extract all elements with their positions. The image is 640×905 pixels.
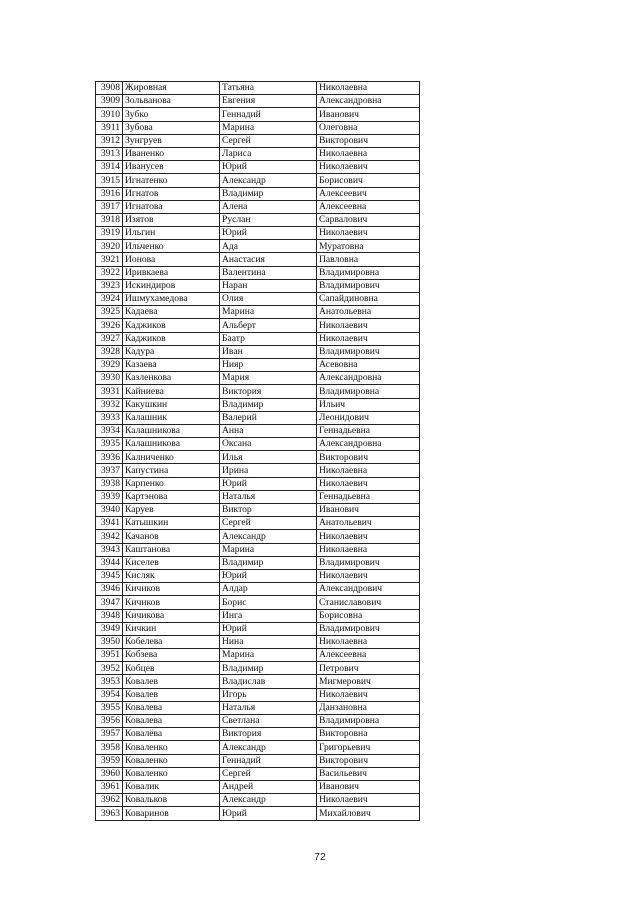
table-row [96, 279, 420, 292]
patronymic-cell: Алексеевна [317, 649, 420, 662]
surname-cell: Игнатенко [123, 174, 220, 187]
surname-cell: Коваленко [123, 741, 220, 754]
row-number-cell: 3910 [96, 108, 123, 121]
patronymic-cell: Сарвалович [317, 213, 420, 226]
row-number-cell: 3961 [96, 780, 123, 793]
row-number-cell: 3960 [96, 767, 123, 780]
surname-cell: Коваринов [123, 807, 220, 820]
row-number-cell: 3926 [96, 319, 123, 332]
table-row [96, 332, 420, 345]
first-name-cell: Марина [220, 121, 317, 134]
surname-cell: Иванусев [123, 161, 220, 174]
surname-cell: Кичиков [123, 583, 220, 596]
row-number-cell: 3940 [96, 504, 123, 517]
first-name-cell: Олия [220, 293, 317, 306]
patronymic-cell: Владимировна [317, 385, 420, 398]
row-number-cell: 3949 [96, 622, 123, 635]
table-row [96, 187, 420, 200]
first-name-cell: Баатр [220, 332, 317, 345]
row-number-cell: 3908 [96, 82, 123, 95]
table-row [96, 424, 420, 437]
table-row [96, 411, 420, 424]
surname-cell: Кобзева [123, 649, 220, 662]
patronymic-cell: Николаевич [317, 530, 420, 543]
surname-cell: Искиндиров [123, 279, 220, 292]
patronymic-cell: Николаевич [317, 794, 420, 807]
surname-cell: Кичикова [123, 609, 220, 622]
table-row [96, 121, 420, 134]
surname-cell: Каштанова [123, 543, 220, 556]
patronymic-cell: Иванович [317, 504, 420, 517]
row-number-cell: 3963 [96, 807, 123, 820]
row-number-cell: 3953 [96, 675, 123, 688]
surname-cell: Калашникова [123, 438, 220, 451]
surname-cell: Ковалёва [123, 728, 220, 741]
table-row [96, 596, 420, 609]
row-number-cell: 3950 [96, 635, 123, 648]
surname-cell: Какушкин [123, 398, 220, 411]
first-name-cell: Светлана [220, 715, 317, 728]
table-row [96, 569, 420, 582]
patronymic-cell: Олеговна [317, 121, 420, 134]
patronymic-cell: Николаевна [317, 147, 420, 160]
row-number-cell: 3916 [96, 187, 123, 200]
patronymic-cell: Владимирович [317, 556, 420, 569]
table-row [96, 794, 420, 807]
first-name-cell: Юрий [220, 227, 317, 240]
patronymic-cell: Алексеевич [317, 187, 420, 200]
row-number-cell: 3918 [96, 213, 123, 226]
first-name-cell: Александр [220, 174, 317, 187]
first-name-cell: Анастасия [220, 253, 317, 266]
patronymic-cell: Александрович [317, 583, 420, 596]
first-name-cell: Руслан [220, 213, 317, 226]
table-row [96, 649, 420, 662]
surname-cell: Ковалик [123, 780, 220, 793]
first-name-cell: Ирина [220, 464, 317, 477]
surname-cell: Игнатова [123, 200, 220, 213]
surname-cell: Ковалев [123, 688, 220, 701]
patronymic-cell: Данзановна [317, 701, 420, 714]
patronymic-cell: Николаевна [317, 464, 420, 477]
row-number-cell: 3936 [96, 451, 123, 464]
patronymic-cell: Григорьевич [317, 741, 420, 754]
surname-cell: Карпенко [123, 477, 220, 490]
table-row [96, 530, 420, 543]
table-row [96, 293, 420, 306]
table-row [96, 319, 420, 332]
patronymic-cell: Александровна [317, 438, 420, 451]
patronymic-cell: Александровна [317, 95, 420, 108]
surname-cell: Кадаева [123, 306, 220, 319]
table-row [96, 701, 420, 714]
surname-cell: Кисляк [123, 569, 220, 582]
table-row [96, 715, 420, 728]
row-number-cell: 3955 [96, 701, 123, 714]
table-row [96, 372, 420, 385]
patronymic-cell: Анатольевич [317, 517, 420, 530]
patronymic-cell: Михайлович [317, 807, 420, 820]
surname-cell: Иваненко [123, 147, 220, 160]
patronymic-cell: Леонидович [317, 411, 420, 424]
table-row [96, 741, 420, 754]
patronymic-cell: Викторович [317, 451, 420, 464]
patronymic-cell: Александровна [317, 372, 420, 385]
table-row [96, 635, 420, 648]
first-name-cell: Евгения [220, 95, 317, 108]
surname-cell: Картэнова [123, 490, 220, 503]
row-number-cell: 3932 [96, 398, 123, 411]
surname-cell: Кобцев [123, 662, 220, 675]
table-row [96, 358, 420, 371]
names-table [95, 81, 420, 821]
first-name-cell: Анна [220, 424, 317, 437]
table-row [96, 780, 420, 793]
table-row [96, 504, 420, 517]
first-name-cell: Владислав [220, 675, 317, 688]
first-name-cell: Альберт [220, 319, 317, 332]
table-row [96, 754, 420, 767]
row-number-cell: 3941 [96, 517, 123, 530]
row-number-cell: 3912 [96, 134, 123, 147]
first-name-cell: Александр [220, 530, 317, 543]
table-row [96, 134, 420, 147]
first-name-cell: Ада [220, 240, 317, 253]
table-row [96, 266, 420, 279]
patronymic-cell: Николаевич [317, 319, 420, 332]
patronymic-cell: Станиславович [317, 596, 420, 609]
patronymic-cell: Муратовна [317, 240, 420, 253]
first-name-cell: Юрий [220, 807, 317, 820]
table-row [96, 609, 420, 622]
surname-cell: Зольванова [123, 95, 220, 108]
surname-cell: Ковальков [123, 794, 220, 807]
row-number-cell: 3934 [96, 424, 123, 437]
first-name-cell: Виктория [220, 728, 317, 741]
table-row [96, 464, 420, 477]
patronymic-cell: Николаевич [317, 161, 420, 174]
surname-cell: Кадура [123, 345, 220, 358]
names-table-body [96, 82, 420, 821]
surname-cell: Каджиков [123, 319, 220, 332]
row-number-cell: 3922 [96, 266, 123, 279]
patronymic-cell: Николаевич [317, 227, 420, 240]
patronymic-cell: Николаевна [317, 82, 420, 95]
surname-cell: Казленкова [123, 372, 220, 385]
table-row [96, 438, 420, 451]
patronymic-cell: Владимирович [317, 622, 420, 635]
patronymic-cell: Владимирович [317, 279, 420, 292]
surname-cell: Жировная [123, 82, 220, 95]
table-row [96, 517, 420, 530]
patronymic-cell: Николаевич [317, 332, 420, 345]
surname-cell: Ковалев [123, 675, 220, 688]
surname-cell: Калашникова [123, 424, 220, 437]
table-row [96, 147, 420, 160]
row-number-cell: 3944 [96, 556, 123, 569]
table-row [96, 662, 420, 675]
table-row [96, 675, 420, 688]
table-row [96, 451, 420, 464]
surname-cell: Кайниева [123, 385, 220, 398]
patronymic-cell: Петрович [317, 662, 420, 675]
table-row [96, 398, 420, 411]
first-name-cell: Оксана [220, 438, 317, 451]
patronymic-cell: Викторовна [317, 728, 420, 741]
row-number-cell: 3945 [96, 569, 123, 582]
surname-cell: Коваленко [123, 767, 220, 780]
patronymic-cell: Николаевна [317, 543, 420, 556]
surname-cell: Каджиков [123, 332, 220, 345]
patronymic-cell: Иванович [317, 108, 420, 121]
row-number-cell: 3930 [96, 372, 123, 385]
row-number-cell: 3952 [96, 662, 123, 675]
first-name-cell: Алдар [220, 583, 317, 596]
first-name-cell: Владимир [220, 398, 317, 411]
table-row [96, 807, 420, 820]
first-name-cell: Наталья [220, 490, 317, 503]
row-number-cell: 3927 [96, 332, 123, 345]
patronymic-cell: Владимирович [317, 345, 420, 358]
table-row [96, 213, 420, 226]
row-number-cell: 3943 [96, 543, 123, 556]
row-number-cell: 3909 [96, 95, 123, 108]
first-name-cell: Виктор [220, 504, 317, 517]
row-number-cell: 3958 [96, 741, 123, 754]
first-name-cell: Геннадий [220, 108, 317, 121]
surname-cell: Иривкаева [123, 266, 220, 279]
row-number-cell: 3946 [96, 583, 123, 596]
surname-cell: Киселев [123, 556, 220, 569]
table-row [96, 82, 420, 95]
first-name-cell: Нина [220, 635, 317, 648]
patronymic-cell: Николаевна [317, 635, 420, 648]
first-name-cell: Сергей [220, 767, 317, 780]
table-row [96, 622, 420, 635]
row-number-cell: 3919 [96, 227, 123, 240]
table-row [96, 108, 420, 121]
table-row [96, 240, 420, 253]
table-row [96, 161, 420, 174]
row-number-cell: 3913 [96, 147, 123, 160]
table-row [96, 583, 420, 596]
first-name-cell: Юрий [220, 477, 317, 490]
surname-cell: Зубова [123, 121, 220, 134]
row-number-cell: 3938 [96, 477, 123, 490]
first-name-cell: Марина [220, 306, 317, 319]
first-name-cell: Марина [220, 543, 317, 556]
first-name-cell: Иван [220, 345, 317, 358]
row-number-cell: 3911 [96, 121, 123, 134]
table-row [96, 345, 420, 358]
first-name-cell: Юрий [220, 569, 317, 582]
row-number-cell: 3937 [96, 464, 123, 477]
first-name-cell: Александр [220, 741, 317, 754]
surname-cell: Кичкин [123, 622, 220, 635]
first-name-cell: Игорь [220, 688, 317, 701]
first-name-cell: Сергей [220, 134, 317, 147]
table-row [96, 688, 420, 701]
row-number-cell: 3931 [96, 385, 123, 398]
surname-cell: Ковалева [123, 715, 220, 728]
table-row [96, 477, 420, 490]
first-name-cell: Борис [220, 596, 317, 609]
first-name-cell: Алена [220, 200, 317, 213]
row-number-cell: 3924 [96, 293, 123, 306]
surname-cell: Калашник [123, 411, 220, 424]
surname-cell: Качанов [123, 530, 220, 543]
patronymic-cell: Иванович [317, 780, 420, 793]
table-row [96, 200, 420, 213]
row-number-cell: 3957 [96, 728, 123, 741]
surname-cell: Ионова [123, 253, 220, 266]
first-name-cell: Владимир [220, 556, 317, 569]
table-row [96, 728, 420, 741]
table-row [96, 556, 420, 569]
patronymic-cell: Викторович [317, 134, 420, 147]
first-name-cell: Владимир [220, 662, 317, 675]
surname-cell: Ильченко [123, 240, 220, 253]
surname-cell: Катышкин [123, 517, 220, 530]
patronymic-cell: Николаевич [317, 688, 420, 701]
row-number-cell: 3962 [96, 794, 123, 807]
first-name-cell: Илья [220, 451, 317, 464]
row-number-cell: 3928 [96, 345, 123, 358]
table-row [96, 95, 420, 108]
row-number-cell: 3956 [96, 715, 123, 728]
table-row [96, 227, 420, 240]
first-name-cell: Александр [220, 794, 317, 807]
patronymic-cell: Владимировна [317, 266, 420, 279]
patronymic-cell: Анатольевна [317, 306, 420, 319]
surname-cell: Капустина [123, 464, 220, 477]
surname-cell: Калниченко [123, 451, 220, 464]
row-number-cell: 3914 [96, 161, 123, 174]
row-number-cell: 3939 [96, 490, 123, 503]
first-name-cell: Юрий [220, 161, 317, 174]
surname-cell: Игнатов [123, 187, 220, 200]
row-number-cell: 3915 [96, 174, 123, 187]
patronymic-cell: Владимировна [317, 715, 420, 728]
surname-cell: Каруев [123, 504, 220, 517]
first-name-cell: Андрей [220, 780, 317, 793]
patronymic-cell: Викторович [317, 754, 420, 767]
patronymic-cell: Асевовна [317, 358, 420, 371]
first-name-cell: Валентина [220, 266, 317, 279]
row-number-cell: 3925 [96, 306, 123, 319]
table-row [96, 253, 420, 266]
first-name-cell: Инга [220, 609, 317, 622]
table-row [96, 306, 420, 319]
surname-cell: Казаева [123, 358, 220, 371]
table-row [96, 385, 420, 398]
first-name-cell: Татьяна [220, 82, 317, 95]
row-number-cell: 3933 [96, 411, 123, 424]
patronymic-cell: Борисович [317, 174, 420, 187]
table-row [96, 767, 420, 780]
patronymic-cell: Сапайдиновна [317, 293, 420, 306]
surname-cell: Ишмухамедова [123, 293, 220, 306]
row-number-cell: 3920 [96, 240, 123, 253]
table-row [96, 490, 420, 503]
first-name-cell: Владимир [220, 187, 317, 200]
first-name-cell: Сергей [220, 517, 317, 530]
surname-cell: Кобелева [123, 635, 220, 648]
surname-cell: Зубко [123, 108, 220, 121]
row-number-cell: 3948 [96, 609, 123, 622]
first-name-cell: Наталья [220, 701, 317, 714]
patronymic-cell: Мигмерович [317, 675, 420, 688]
first-name-cell: Марина [220, 649, 317, 662]
row-number-cell: 3935 [96, 438, 123, 451]
row-number-cell: 3951 [96, 649, 123, 662]
first-name-cell: Лариса [220, 147, 317, 160]
row-number-cell: 3917 [96, 200, 123, 213]
first-name-cell: Мария [220, 372, 317, 385]
surname-cell: Ильгин [123, 227, 220, 240]
first-name-cell: Виктория [220, 385, 317, 398]
patronymic-cell: Борисовна [317, 609, 420, 622]
row-number-cell: 3942 [96, 530, 123, 543]
row-number-cell: 3923 [96, 279, 123, 292]
first-name-cell: Геннадий [220, 754, 317, 767]
patronymic-cell: Алексеевна [317, 200, 420, 213]
surname-cell: Кичиков [123, 596, 220, 609]
table-row [96, 174, 420, 187]
first-name-cell: Нияр [220, 358, 317, 371]
patronymic-cell: Павловна [317, 253, 420, 266]
surname-cell: Зунгруев [123, 134, 220, 147]
surname-cell: Ковалева [123, 701, 220, 714]
patronymic-cell: Геннадьевна [317, 424, 420, 437]
first-name-cell: Валерий [220, 411, 317, 424]
page-number: 72 [314, 851, 326, 863]
table-row [96, 543, 420, 556]
patronymic-cell: Васильевич [317, 767, 420, 780]
row-number-cell: 3921 [96, 253, 123, 266]
surname-cell: Изятов [123, 213, 220, 226]
patronymic-cell: Николаевич [317, 477, 420, 490]
patronymic-cell: Николаевич [317, 569, 420, 582]
row-number-cell: 3929 [96, 358, 123, 371]
row-number-cell: 3947 [96, 596, 123, 609]
first-name-cell: Наран [220, 279, 317, 292]
patronymic-cell: Ильич [317, 398, 420, 411]
row-number-cell: 3954 [96, 688, 123, 701]
row-number-cell: 3959 [96, 754, 123, 767]
surname-cell: Коваленко [123, 754, 220, 767]
first-name-cell: Юрий [220, 622, 317, 635]
patronymic-cell: Геннадьевна [317, 490, 420, 503]
